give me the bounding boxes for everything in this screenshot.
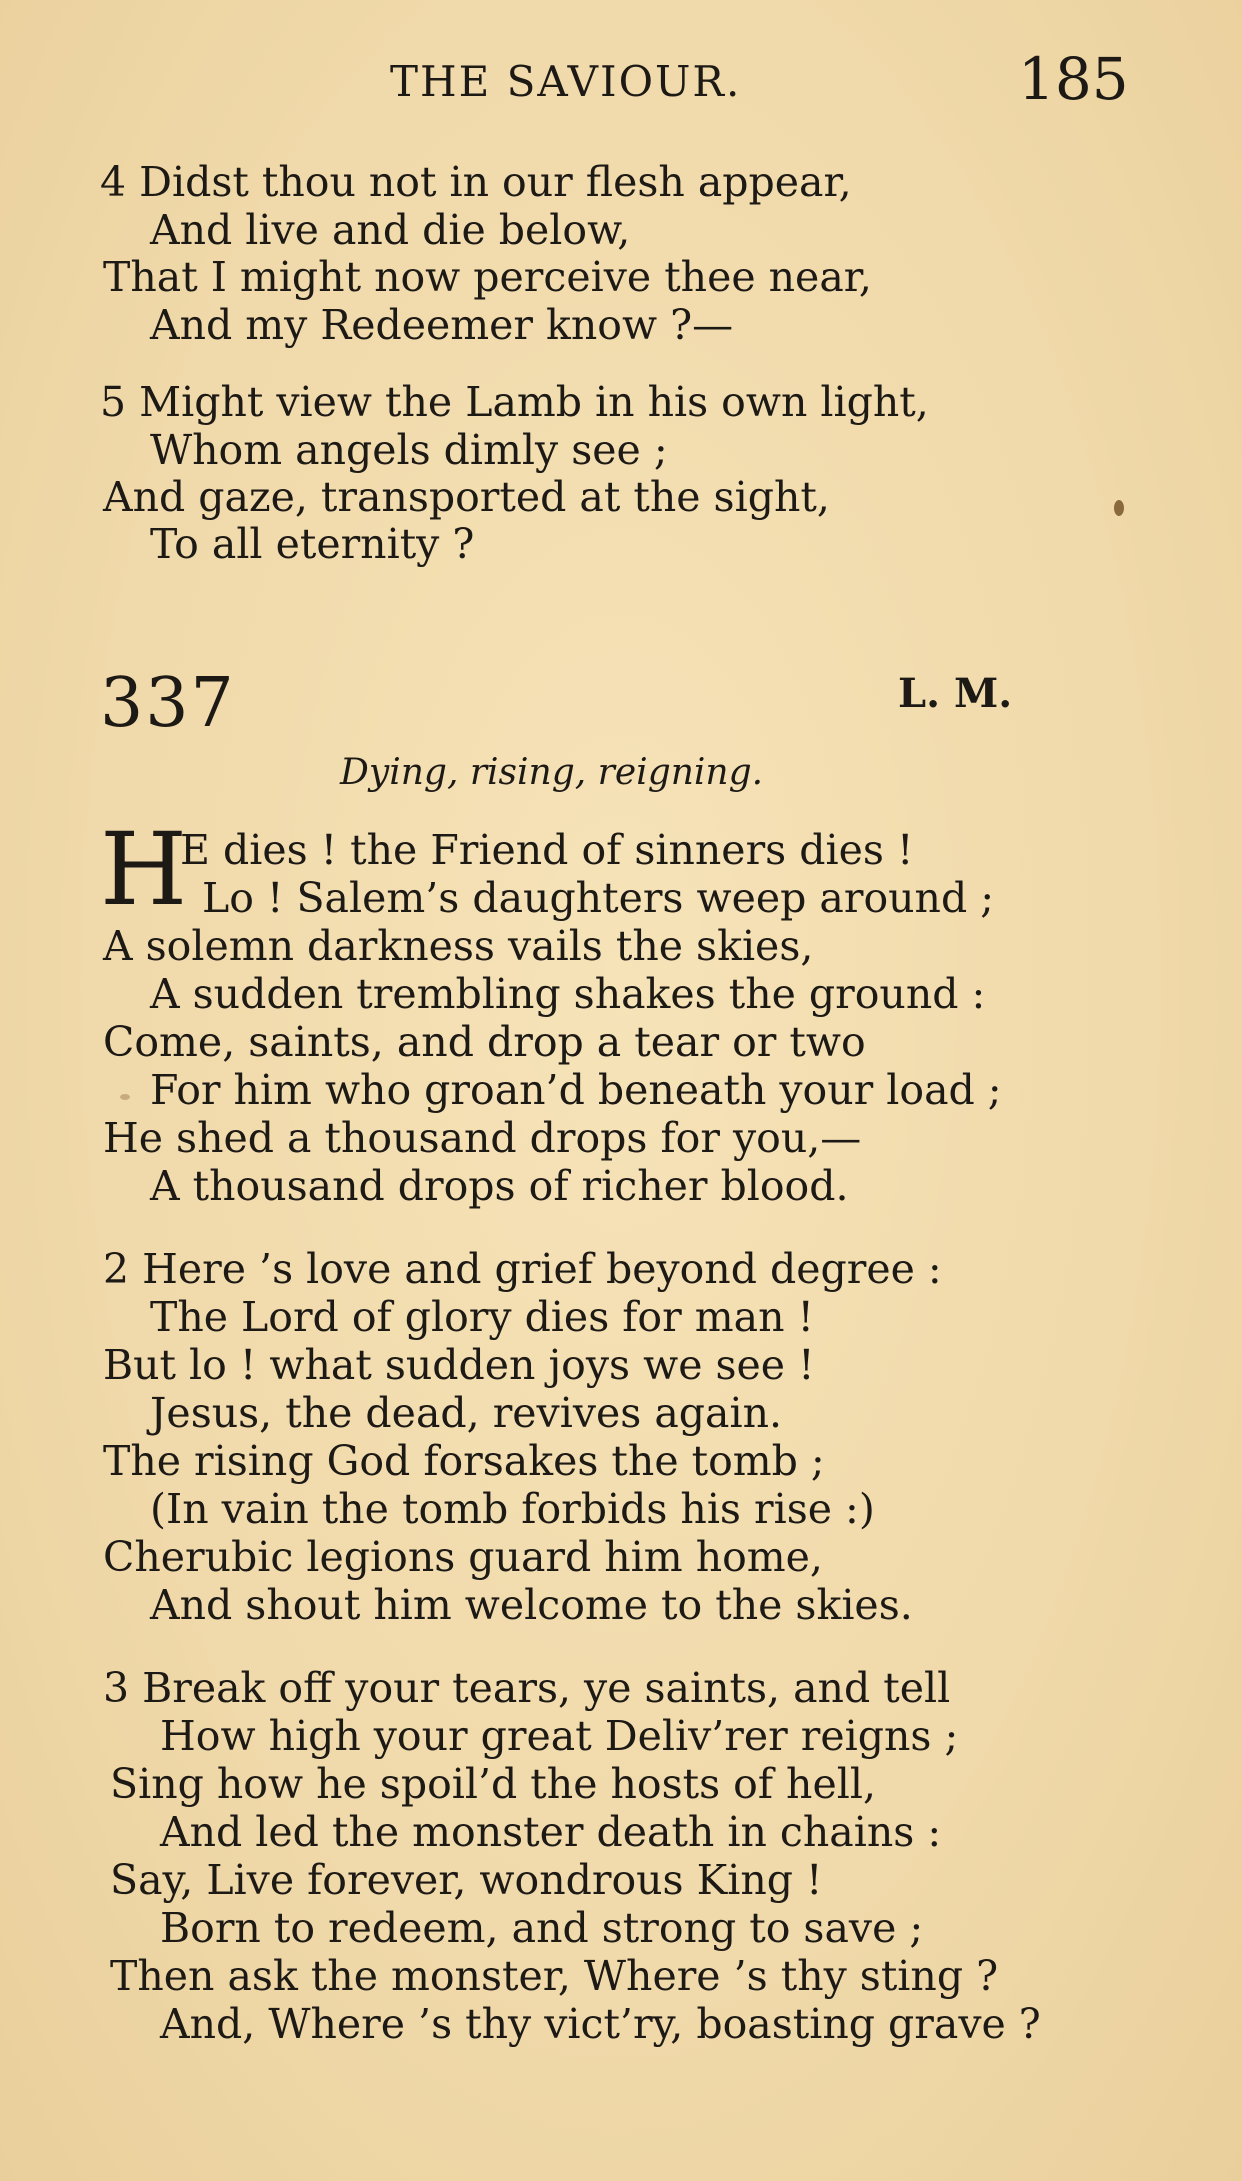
hymn-subtitle: Dying, rising, reigning. <box>340 752 764 793</box>
verse-line: That I might now perceive thee near, <box>103 253 872 301</box>
verse-line: To all eternity ? <box>150 520 475 568</box>
running-head <box>0 45 1242 115</box>
verse-line: Then ask the monster, Where ’s thy sting ? <box>110 1952 999 2000</box>
verse-line: He shed a thousand drops for you,— <box>103 1114 862 1162</box>
verse-line: And, Where ’s thy vict’ry, boasting grave ? <box>160 2000 1041 2048</box>
verse-line: And my Redeemer know ?— <box>150 301 734 349</box>
hymn-meter: L. M. <box>898 670 1013 717</box>
verse-line: For him who groan’d beneath your load ; <box>150 1066 1002 1114</box>
page-number: 185 <box>1018 45 1129 113</box>
verse-line: The Lord of glory dies for man ! <box>150 1293 814 1341</box>
hymn-number: 337 <box>100 664 236 743</box>
verse-line: And gaze, transported at the sight, <box>103 473 830 521</box>
verse-line: Come, saints, and drop a tear or two <box>103 1018 866 1066</box>
verse-line: E dies ! the Friend of sinners dies ! <box>180 826 914 874</box>
paper-speck <box>1114 500 1124 516</box>
verse-line: 3 Break off your tears, ye saints, and tell <box>103 1664 951 1712</box>
verse-line: Whom angels dimly see ; <box>150 426 668 474</box>
verse-line: A sudden trembling shakes the ground : <box>150 970 986 1018</box>
verse-line: And led the monster death in chains : <box>160 1808 942 1856</box>
verse-line: And live and die below, <box>150 206 631 254</box>
verse-line: Born to redeem, and strong to save ; <box>160 1904 924 1952</box>
verse-line: Say, Live forever, wondrous King ! <box>110 1856 823 1904</box>
verse-line: How high your great Deliv’rer reigns ; <box>160 1712 959 1760</box>
verse-line: (In vain the tomb forbids his rise :) <box>150 1485 875 1533</box>
verse-line: But lo ! what sudden joys we see ! <box>103 1341 815 1389</box>
verse-line: Lo ! Salem’s daughters weep around ; <box>202 874 995 922</box>
running-head-title: THE SAVIOUR. <box>390 57 742 106</box>
paper-speck <box>120 1094 130 1100</box>
verse-line: A solemn darkness vails the skies, <box>103 922 814 970</box>
verse-line: A thousand drops of richer blood. <box>150 1162 849 1210</box>
verse-line: Jesus, the dead, revives again. <box>150 1389 783 1437</box>
drop-cap: H <box>100 811 188 928</box>
verse-line: And shout him welcome to the skies. <box>150 1581 913 1629</box>
verse-line: 5 Might view the Lamb in his own light, <box>100 378 929 426</box>
verse-line: 4 Didst thou not in our flesh appear, <box>100 158 852 206</box>
verse-line: The rising God forsakes the tomb ; <box>103 1437 825 1485</box>
verse-line: 2 Here ’s love and grief beyond degree : <box>103 1245 942 1293</box>
verse-line: Sing how he spoil’d the hosts of hell, <box>110 1760 876 1808</box>
verse-line: Cherubic legions guard him home, <box>103 1533 823 1581</box>
